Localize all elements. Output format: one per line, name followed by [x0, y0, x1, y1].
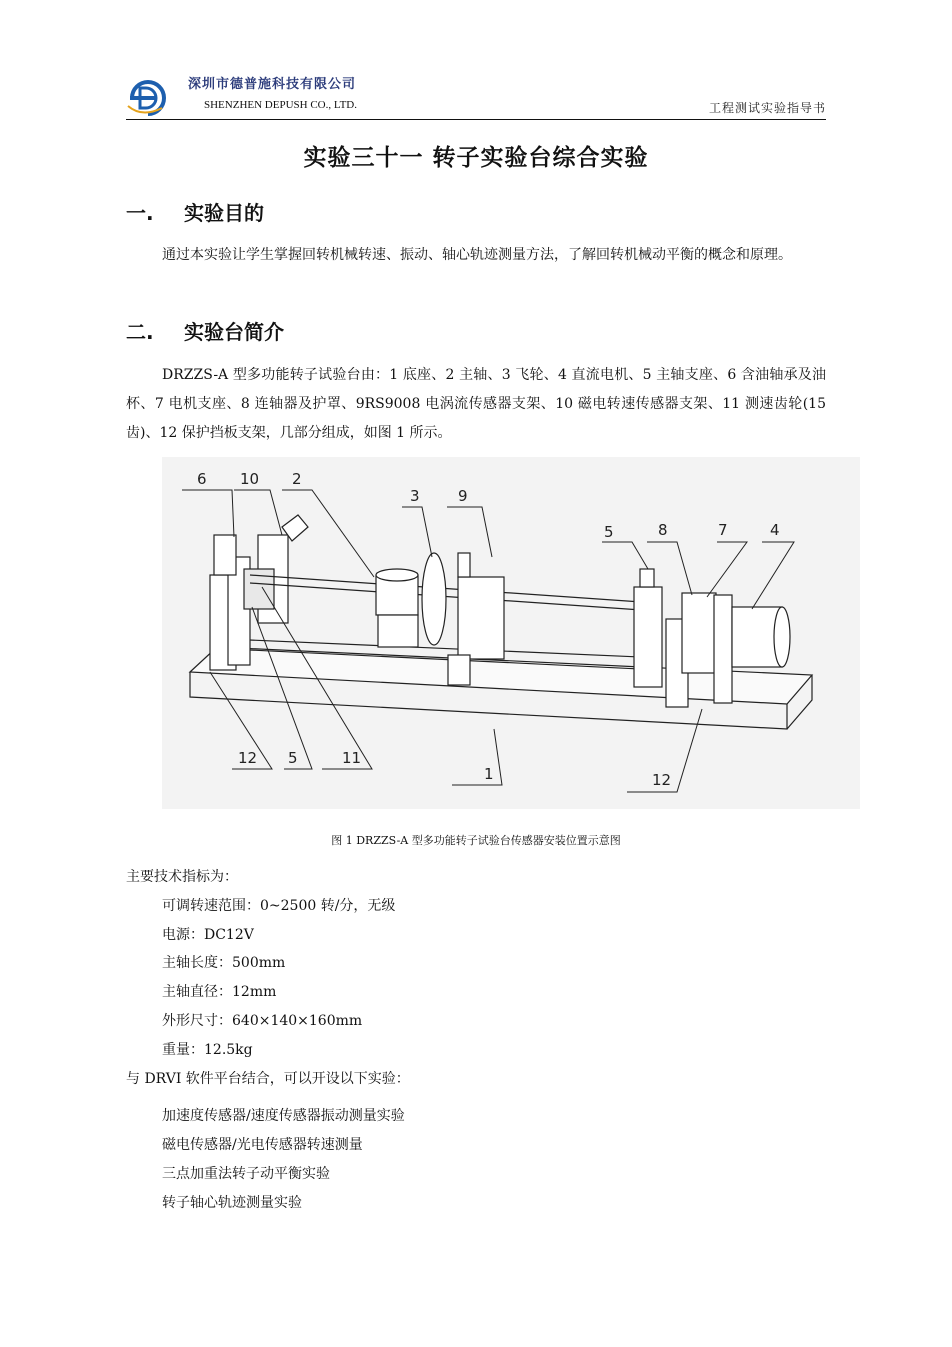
spec-item: 重量：12.5kg	[162, 1042, 253, 1058]
figure-label-3: 3	[410, 487, 420, 505]
company-name-cn: 深圳市德普施科技有限公司	[188, 77, 357, 92]
company-name-en: SHENZHEN DEPUSH CO., LTD.	[204, 99, 357, 111]
rotor-test-bench-drawing	[162, 457, 860, 809]
spec-item: 外形尺寸：640×140×160mm	[162, 1013, 363, 1029]
spec-item: 可调转速范围：0~2500 转/分，无级	[162, 898, 396, 914]
experiment-item: 转子轴心轨迹测量实验	[162, 1195, 302, 1211]
figure-label-4: 4	[770, 521, 780, 539]
section-2-title: 实验台简介	[184, 320, 284, 344]
figure-label-6: 6	[197, 470, 207, 488]
figure-label-5-top: 5	[604, 523, 614, 541]
spec-item: 电源：DC12V	[162, 927, 254, 943]
section-2-heading	[126, 316, 284, 345]
figure-label-9: 9	[458, 487, 468, 505]
header-divider	[126, 119, 826, 120]
section-1-title: 实验目的	[184, 201, 264, 225]
page-title: 实验三十一 转子实验台综合实验	[303, 145, 649, 171]
figure-label-7: 7	[718, 521, 728, 539]
spec-item: 主轴直径：12mm	[162, 984, 277, 1000]
specs-heading: 主要技术指标为：	[126, 869, 238, 885]
figure-label-11: 11	[342, 749, 362, 767]
section-1-number: 一.	[126, 201, 154, 225]
figure-label-2: 2	[292, 470, 302, 488]
section-1-heading	[126, 197, 264, 226]
experiment-item: 加速度传感器/速度传感器振动测量实验	[162, 1108, 405, 1124]
figure-label-12-left: 12	[238, 749, 258, 767]
document-type: 工程测试实验指导书	[708, 101, 826, 115]
experiment-item: 磁电传感器/光电传感器转速测量	[162, 1137, 363, 1153]
figure-label-1: 1	[484, 765, 494, 783]
figure-label-5-bottom: 5	[288, 749, 298, 767]
section-2-number: 二.	[126, 320, 154, 344]
figure-label-10: 10	[240, 470, 260, 488]
section-1-text: 通过本实验让学生掌握回转机械转速、振动、轴心轨迹测量方法，了解回转机械动平衡的概念和原理。	[162, 247, 792, 263]
experiment-item: 三点加重法转子动平衡实验	[162, 1166, 330, 1182]
section-2-text: DRZZS-A 型多功能转子试验台由：1 底座、2 主轴、3 飞轮、4 直流电机、5 主轴支座、6 含油轴承及油杯、7 电机支座、8 连轴器及护罩、9RS9008 电涡流传感器支架、10 磁电转速传感器支架、11 测速齿轮(15 齿)、12 保护挡板支架，几部分组成，如图 1 所示。	[126, 367, 826, 441]
figure-caption: 图 1 DRZZS-A 型多功能转子试验台传感器安装位置示意图	[331, 834, 621, 847]
figure-label-12-right: 12	[652, 771, 672, 789]
experiments-heading: 与 DRVI 软件平台结合，可以开设以下实验：	[126, 1071, 410, 1087]
rotor-test-bench-figure	[162, 457, 860, 809]
company-logo-icon	[126, 78, 170, 118]
spec-item: 主轴长度：500mm	[162, 955, 286, 971]
figure-label-8: 8	[658, 521, 668, 539]
